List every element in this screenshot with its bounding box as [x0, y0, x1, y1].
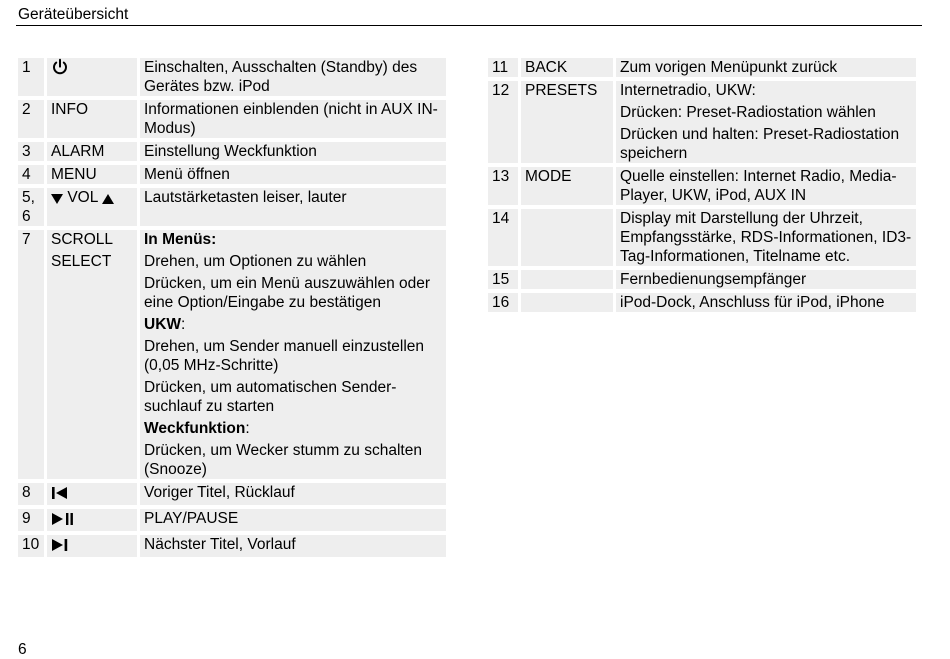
table-row [18, 483, 446, 505]
page-number: 6 [18, 641, 27, 658]
row-key [47, 509, 137, 531]
volume-down-triangle-icon [51, 191, 63, 210]
row-description: Voriger Titel, Rücklauf [140, 483, 446, 505]
description-line: Drehen, um Sender manuell einzustellen (0,05 MHz-Schritte) [144, 338, 425, 374]
description-line: Drücken: Preset-Radiostation wählen [620, 104, 876, 121]
row-number: 10 [18, 535, 44, 557]
row-number: 1 [18, 58, 44, 96]
table-row [18, 58, 446, 96]
table-row [18, 230, 446, 479]
row-number: 3 [18, 142, 44, 161]
row-number: 13 [488, 167, 518, 205]
volume-up-triangle-icon [102, 191, 114, 210]
table-row [18, 100, 446, 138]
table-row [488, 270, 916, 289]
scroll-label: SCROLL [51, 231, 114, 248]
row-key: MODE [521, 167, 613, 205]
row-number: 5, 6 [18, 188, 44, 226]
select-label: SELECT [51, 253, 112, 270]
section-heading-alarm: Weckfunktion [144, 420, 246, 437]
row-key [47, 535, 137, 557]
table-row [488, 81, 916, 163]
row-description: Informationen einblenden (nicht in AUX IN-Modus) [140, 100, 446, 138]
row-key [47, 483, 137, 505]
row-number: 2 [18, 100, 44, 138]
volume-label: VOL [67, 189, 98, 206]
row-key [521, 270, 613, 289]
table-row [18, 535, 446, 557]
play-pause-icon [51, 512, 75, 531]
row-description: PLAY/PAUSE [140, 509, 446, 531]
header-rule [16, 25, 922, 26]
row-description: Fernbedienungsempfänger [616, 270, 916, 289]
power-icon [51, 58, 69, 81]
row-number: 9 [18, 509, 44, 531]
row-number: 14 [488, 209, 518, 266]
previous-track-icon [51, 486, 69, 505]
row-key [47, 188, 137, 226]
row-description: Einschalten, Ausschalten (Standby) des Gerätes bzw. iPod [140, 58, 446, 96]
table-row [488, 293, 916, 312]
controls-table-right [485, 54, 919, 316]
row-number: 4 [18, 165, 44, 184]
description-line: Drehen, um Optionen zu wählen [144, 253, 367, 270]
table-row [488, 58, 916, 77]
section-heading-ukw-line [144, 315, 443, 334]
heading-colon: : [181, 316, 186, 333]
row-description: Lautstärketasten leiser, lauter [140, 188, 446, 226]
row-key: BACK [521, 58, 613, 77]
row-description: Menü öffnen [140, 165, 446, 184]
row-number: 16 [488, 293, 518, 312]
section-heading-menus: In Menüs: [144, 231, 217, 248]
table-row [18, 165, 446, 184]
description-line: Drücken, um Wecker stumm zu schalten (Snooze) [144, 442, 422, 478]
row-description [140, 230, 446, 479]
row-key [47, 230, 137, 479]
section-heading-ukw: UKW [144, 316, 182, 333]
row-key [47, 58, 137, 96]
page-title: Geräteübersicht [18, 6, 129, 23]
row-description: Display mit Darstellung der Uhrzeit, Empfangsstärke, RDS-Informationen, ID3-Tag-Informationen, Titelname etc. [616, 209, 916, 266]
row-number: 7 [18, 230, 44, 479]
row-description: Nächster Titel, Vorlauf [140, 535, 446, 557]
next-track-icon [51, 538, 69, 557]
row-key: ALARM [47, 142, 137, 161]
table-row [18, 509, 446, 531]
table-row [488, 209, 916, 266]
controls-table-left [15, 54, 449, 561]
section-heading-alarm-line [144, 419, 443, 438]
row-number: 11 [488, 58, 518, 77]
row-description: Quelle einstellen: Internet Radio, Media-Player, UKW, iPod, AUX IN [616, 167, 916, 205]
row-key: PRESETS [521, 81, 613, 163]
description-line: Internetradio, UKW: [620, 82, 756, 99]
table-row [488, 167, 916, 205]
row-number: 12 [488, 81, 518, 163]
table-row [18, 142, 446, 161]
heading-colon: : [245, 420, 250, 437]
row-description: Zum vorigen Menüpunkt zurück [616, 58, 916, 77]
description-line: Drücken, um automatischen Sender-suchlauf zu starten [144, 379, 397, 415]
row-description [616, 81, 916, 163]
table-row [18, 188, 446, 226]
row-description: iPod-Dock, Anschluss für iPod, iPhone [616, 293, 916, 312]
row-key [521, 293, 613, 312]
description-line: Drücken, um ein Menü auszuwählen oder eine Option/Eingabe zu bestätigen [144, 275, 431, 311]
row-number: 15 [488, 270, 518, 289]
row-description: Einstellung Weckfunktion [140, 142, 446, 161]
row-number: 8 [18, 483, 44, 505]
row-key: MENU [47, 165, 137, 184]
row-key [521, 209, 613, 266]
row-key: INFO [47, 100, 137, 138]
description-line: Drücken und halten: Preset-Radiostation speichern [620, 126, 900, 162]
